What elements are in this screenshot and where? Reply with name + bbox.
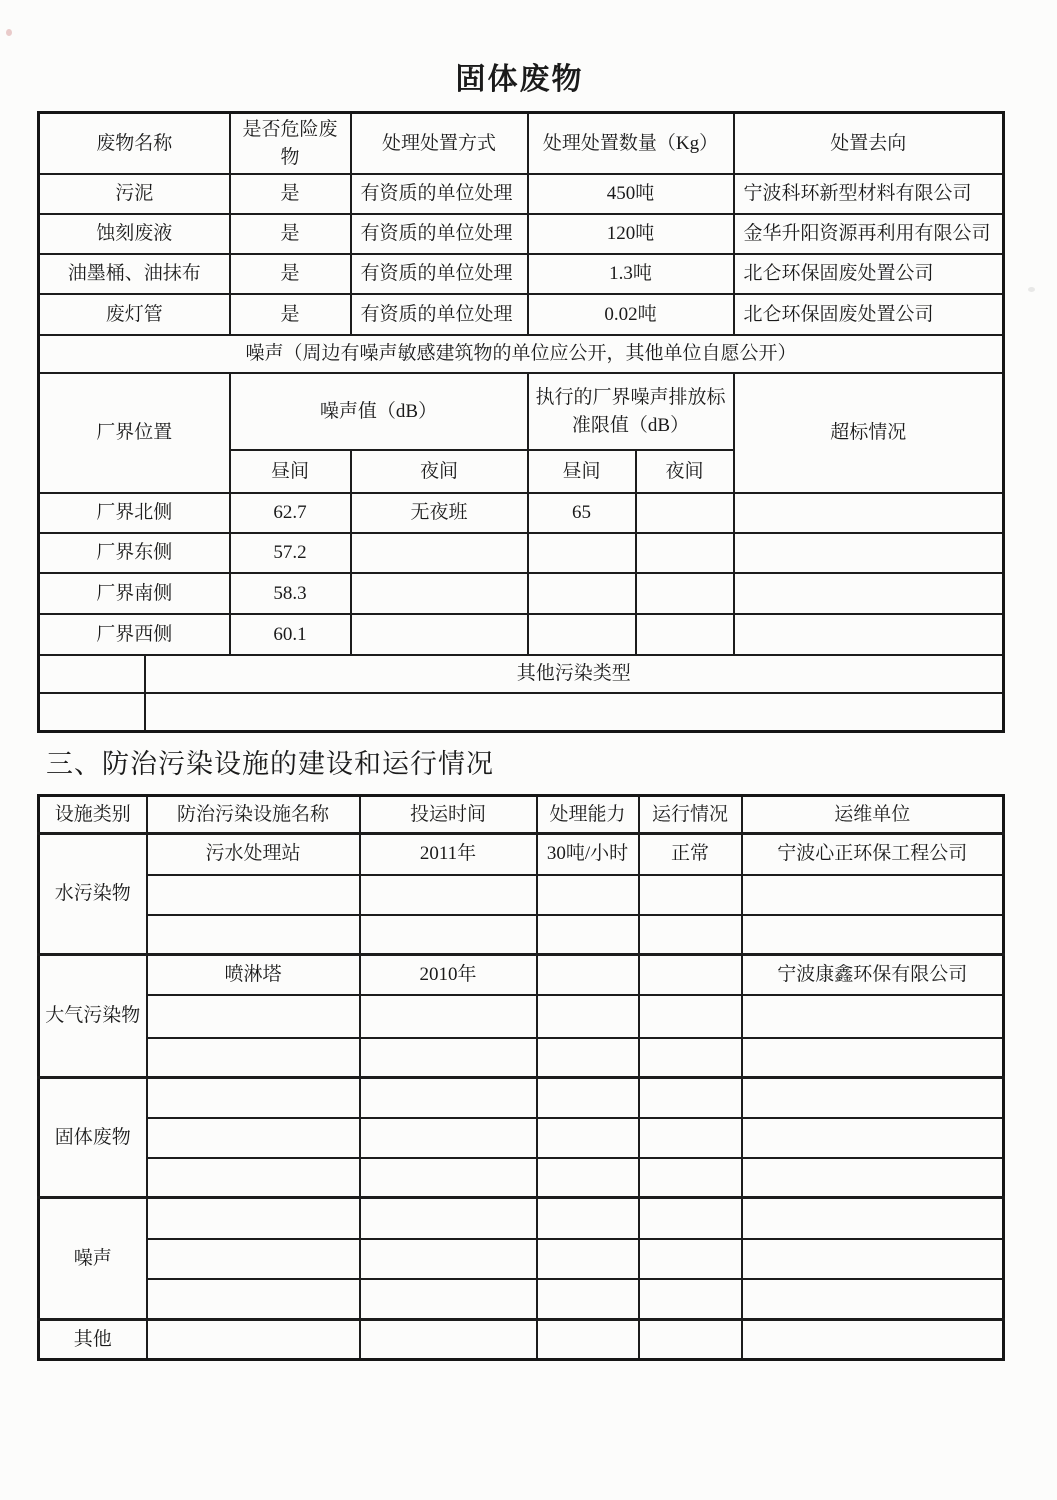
col-header-exceed-status: 超标情况 [734, 373, 1004, 493]
facility-row [39, 834, 1004, 875]
cell-quantity: 450吨 [528, 174, 734, 214]
cell-exceed [734, 614, 1004, 655]
table-row [39, 254, 1004, 294]
cell-status [639, 1320, 742, 1360]
section-title: 三、防治污染设施的建设和运行情况 [46, 749, 494, 779]
cell-operator [742, 875, 1004, 915]
cell-facility-name [147, 1118, 360, 1158]
cell-status [639, 1239, 742, 1279]
col-header-quantity: 处理处置数量（Kg） [528, 113, 734, 175]
col-header-destination: 处置去向 [734, 113, 1004, 175]
cell-status [639, 915, 742, 955]
cell-commission-time: 2010年 [360, 955, 537, 995]
facility-row [39, 1118, 1004, 1158]
cell-commission-time [360, 995, 537, 1038]
cell-method: 有资质的单位处理 [351, 174, 528, 214]
cell-destination: 北仑环保固废处置公司 [734, 254, 1004, 294]
col-header-facility-category: 设施类别 [39, 796, 147, 834]
cell-facility-name [147, 1239, 360, 1279]
noise-banner: 噪声（周边有噪声敏感建筑物的单位应公开，其他单位自愿公开） [39, 335, 1004, 373]
cell-capacity [537, 1279, 639, 1320]
noise-header-row [39, 373, 1004, 450]
cell-operator [742, 1198, 1004, 1239]
cell-boundary-location: 厂界东侧 [39, 533, 230, 573]
facility-row [39, 955, 1004, 995]
cell-day-value: 60.1 [230, 614, 351, 655]
cell-commission-time [360, 1279, 537, 1320]
cell-facility-name [147, 1198, 360, 1239]
cell-operator [742, 1158, 1004, 1198]
cell-capacity [537, 995, 639, 1038]
cell-status [639, 1038, 742, 1078]
cell-status [639, 1078, 742, 1118]
cell-capacity [537, 955, 639, 995]
cell-capacity [537, 1038, 639, 1078]
cell-operator [742, 915, 1004, 955]
cell-capacity [537, 875, 639, 915]
cell-category-solid-waste: 固体废物 [39, 1078, 147, 1198]
facility-row [39, 1239, 1004, 1279]
col-header-standard-limit: 执行的厂界噪声排放标准限值（dB） [528, 373, 734, 450]
col-subheader-day: 昼间 [528, 450, 636, 493]
cell-capacity [537, 915, 639, 955]
cell-capacity [537, 1158, 639, 1198]
col-subheader-night: 夜间 [351, 450, 528, 493]
facility-row [39, 1320, 1004, 1360]
table-row [39, 294, 1004, 335]
cell-facility-name [147, 875, 360, 915]
cell-day-limit [528, 573, 636, 614]
cell-facility-name [147, 1038, 360, 1078]
cell-capacity [537, 1239, 639, 1279]
cell-commission-time [360, 915, 537, 955]
cell-method: 有资质的单位处理 [351, 294, 528, 335]
cell-status [639, 995, 742, 1038]
cell-exceed [734, 493, 1004, 533]
col-subheader-day: 昼间 [230, 450, 351, 493]
cell-commission-time [360, 1118, 537, 1158]
cell-commission-time [360, 1239, 537, 1279]
cell-commission-time [360, 1078, 537, 1118]
cell-commission-time [360, 1320, 537, 1360]
cell-operator: 宁波康鑫环保有限公司 [742, 955, 1004, 995]
cell-hazardous: 是 [230, 174, 351, 214]
cell-hazardous: 是 [230, 294, 351, 335]
cell-operator [742, 995, 1004, 1038]
facility-row [39, 1198, 1004, 1239]
cell-quantity: 1.3吨 [528, 254, 734, 294]
empty-cell [39, 693, 145, 731]
cell-capacity: 30吨/小时 [537, 834, 639, 875]
table-header-row [39, 796, 1004, 834]
cell-facility-name [147, 1279, 360, 1320]
empty-cell [145, 693, 1004, 731]
cell-status [639, 1158, 742, 1198]
cell-category-noise: 噪声 [39, 1198, 147, 1320]
facility-row [39, 1279, 1004, 1320]
noise-row [39, 493, 1004, 533]
cell-capacity [537, 1078, 639, 1118]
cell-day-value: 62.7 [230, 493, 351, 533]
cell-boundary-location: 厂界西侧 [39, 614, 230, 655]
cell-commission-time: 2011年 [360, 834, 537, 875]
cell-capacity [537, 1118, 639, 1158]
cell-status [639, 875, 742, 915]
cell-destination: 宁波科环新型材料有限公司 [734, 174, 1004, 214]
cell-operator [742, 1078, 1004, 1118]
scan-artifact-speck [1028, 287, 1035, 292]
cell-operator [742, 1279, 1004, 1320]
facility-row [39, 915, 1004, 955]
cell-waste-name: 油墨桶、油抹布 [39, 254, 230, 294]
cell-night-limit [636, 533, 734, 573]
cell-category-water: 水污染物 [39, 834, 147, 955]
cell-night-value [351, 614, 528, 655]
cell-status [639, 1118, 742, 1158]
cell-operator [742, 1038, 1004, 1078]
cell-facility-name: 污水处理站 [147, 834, 360, 875]
cell-quantity: 120吨 [528, 214, 734, 254]
cell-exceed [734, 573, 1004, 614]
cell-hazardous: 是 [230, 214, 351, 254]
facilities-table [37, 794, 1005, 1361]
cell-day-limit [528, 533, 636, 573]
cell-day-value: 57.2 [230, 533, 351, 573]
col-header-capacity: 处理能力 [537, 796, 639, 834]
cell-hazardous: 是 [230, 254, 351, 294]
cell-facility-name [147, 1158, 360, 1198]
cell-night-limit [636, 493, 734, 533]
facility-row [39, 1158, 1004, 1198]
col-header-commission-time: 投运时间 [360, 796, 537, 834]
cell-night-limit [636, 573, 734, 614]
col-header-operator: 运维单位 [742, 796, 1004, 834]
facility-row [39, 1038, 1004, 1078]
col-header-waste-name: 废物名称 [39, 113, 230, 175]
col-header-status: 运行情况 [639, 796, 742, 834]
cell-boundary-location: 厂界南侧 [39, 573, 230, 614]
col-header-hazardous: 是否危险废物 [230, 113, 351, 175]
cell-night-value: 无夜班 [351, 493, 528, 533]
cell-night-value [351, 573, 528, 614]
empty-cell [39, 655, 145, 693]
table-header-row [39, 113, 1004, 175]
cell-status: 正常 [639, 834, 742, 875]
cell-status [639, 1279, 742, 1320]
cell-operator [742, 1320, 1004, 1360]
cell-facility-name: 喷淋塔 [147, 955, 360, 995]
other-pollution-label: 其他污染类型 [145, 655, 1004, 693]
cell-day-value: 58.3 [230, 573, 351, 614]
cell-operator: 宁波心正环保工程公司 [742, 834, 1004, 875]
noise-row [39, 533, 1004, 573]
cell-commission-time [360, 1198, 537, 1239]
cell-commission-time [360, 875, 537, 915]
cell-operator [742, 1118, 1004, 1158]
cell-day-limit [528, 614, 636, 655]
scan-artifact-speck [6, 29, 12, 36]
page-title: 固体废物 [455, 63, 584, 96]
col-header-noise-value: 噪声值（dB） [230, 373, 528, 450]
cell-status [639, 1198, 742, 1239]
cell-category-other: 其他 [39, 1320, 147, 1360]
col-header-boundary-location: 厂界位置 [39, 373, 230, 493]
cell-category-air: 大气污染物 [39, 955, 147, 1078]
noise-banner-row [39, 335, 1004, 373]
cell-night-value [351, 533, 528, 573]
cell-waste-name: 蚀刻废液 [39, 214, 230, 254]
col-subheader-night: 夜间 [636, 450, 734, 493]
facility-row [39, 875, 1004, 915]
facility-row [39, 1078, 1004, 1118]
solid-waste-table [37, 111, 1005, 733]
cell-day-limit: 65 [528, 493, 636, 533]
cell-facility-name [147, 1320, 360, 1360]
cell-facility-name [147, 1078, 360, 1118]
cell-facility-name [147, 995, 360, 1038]
cell-destination: 北仑环保固废处置公司 [734, 294, 1004, 335]
cell-commission-time [360, 1038, 537, 1078]
cell-destination: 金华升阳资源再利用有限公司 [734, 214, 1004, 254]
cell-quantity: 0.02吨 [528, 294, 734, 335]
cell-exceed [734, 533, 1004, 573]
cell-waste-name: 污泥 [39, 174, 230, 214]
cell-capacity [537, 1320, 639, 1360]
cell-status [639, 955, 742, 995]
other-pollution-empty-row [39, 693, 1004, 731]
cell-commission-time [360, 1158, 537, 1198]
cell-night-limit [636, 614, 734, 655]
noise-row [39, 573, 1004, 614]
noise-row [39, 614, 1004, 655]
cell-method: 有资质的单位处理 [351, 214, 528, 254]
other-pollution-header-row [39, 655, 1004, 693]
cell-boundary-location: 厂界北侧 [39, 493, 230, 533]
facility-row [39, 995, 1004, 1038]
table-row [39, 214, 1004, 254]
col-header-method: 处理处置方式 [351, 113, 528, 175]
cell-facility-name [147, 915, 360, 955]
cell-operator [742, 1239, 1004, 1279]
table-row [39, 174, 1004, 214]
cell-capacity [537, 1198, 639, 1239]
col-header-facility-name: 防治污染设施名称 [147, 796, 360, 834]
cell-waste-name: 废灯管 [39, 294, 230, 335]
cell-method: 有资质的单位处理 [351, 254, 528, 294]
